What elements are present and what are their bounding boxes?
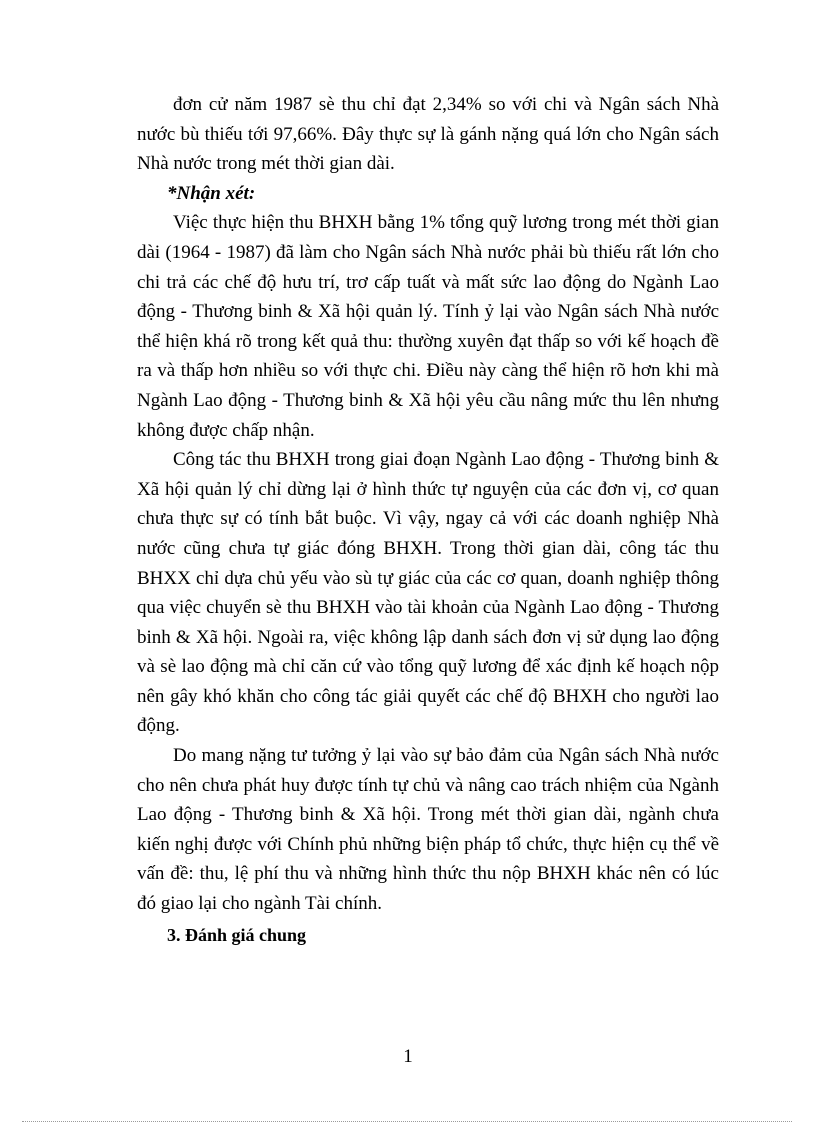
note-heading: *Nhận xét: [167,182,256,204]
page-bottom-divider [22,1121,792,1122]
paragraph-dependency: Do mang nặng tư tưởng ỷ lại vào sự bảo đảm của Ngân sách Nhà nước cho nên chưa phát huy được tính tự chủ và nâng cao trách nhiệm của Ngành Lao động - Thương binh & Xã hội. Trong mét thời gian dài, ngành chưa kiến nghị được với Chính phủ những biện pháp tổ chức, thực hiện cụ thể về vấn đề: thu, lệ phí thu và những hình thức thu nộp BHXH khác nên có lúc đó giao lại cho ngành Tài chính. [137,745,719,915]
paragraph-continuation: đơn cử năm 1987 sè thu chỉ đạt 2,34% so với chi và Ngân sách Nhà nước bù thiếu tới 97,66%. Đây thực sự là gánh nặng quá lớn cho Ngân sách Nhà nước trong mét thời gian dài. [137,94,719,175]
paragraph-collection: Công tác thu BHXH trong giai đoạn Ngành Lao động - Thương binh & Xã hội quản lý chỉ dừng lại ở hình thức tự nguyện của các đơn vị, cơ quan chưa thực sự có tính bắt buộc. Vì vậy, ngay cả với các doanh nghiệp Nhà nước cũng chưa tự giác đóng BHXH. Trong thời gian dài, công tác thu BHXX chỉ dựa chủ yếu vào sù tự giác của các cơ quan, doanh nghiệp thông qua việc chuyển sè thu BHXH vào tài khoản của Ngành Lao động - Thương binh & Xã hội. Ngoài ra, việc không lập danh sách đơn vị sử dụng lao động và sè lao động mà chỉ căn cứ vào tổng quỹ lương để xác định kế hoạch nộp nên gây khó khăn cho công tác giải quyết các chế độ BHXH cho người lao động. [137,449,719,737]
page-number: 1 [403,1046,413,1067]
section-heading: 3. Đánh giá chung [167,924,307,945]
document-body [137,90,719,951]
paragraph-assessment: Việc thực hiện thu BHXH bằng 1% tổng quỹ lương trong mét thời gian dài (1964 - 1987) đã làm cho Ngân sách Nhà nước phải bù thiếu rất lớn cho chi trả các chế độ hưu trí, trơ cấp tuất và mất sức lao động do Ngành Lao động - Thương binh & Xã hội quản lý. Tính ỷ lại vào Ngân sách Nhà nước thể hiện khá rõ trong kết quả thu: thường xuyên đạt thấp so với kế hoạch đề ra và thấp hơn nhiều so với thực chi. Điều này càng thể hiện rõ hơn khi mà Ngành Lao động - Thương binh & Xã hội yêu cầu nâng mức thu lên nhưng không được chấp nhận. [137,212,719,441]
